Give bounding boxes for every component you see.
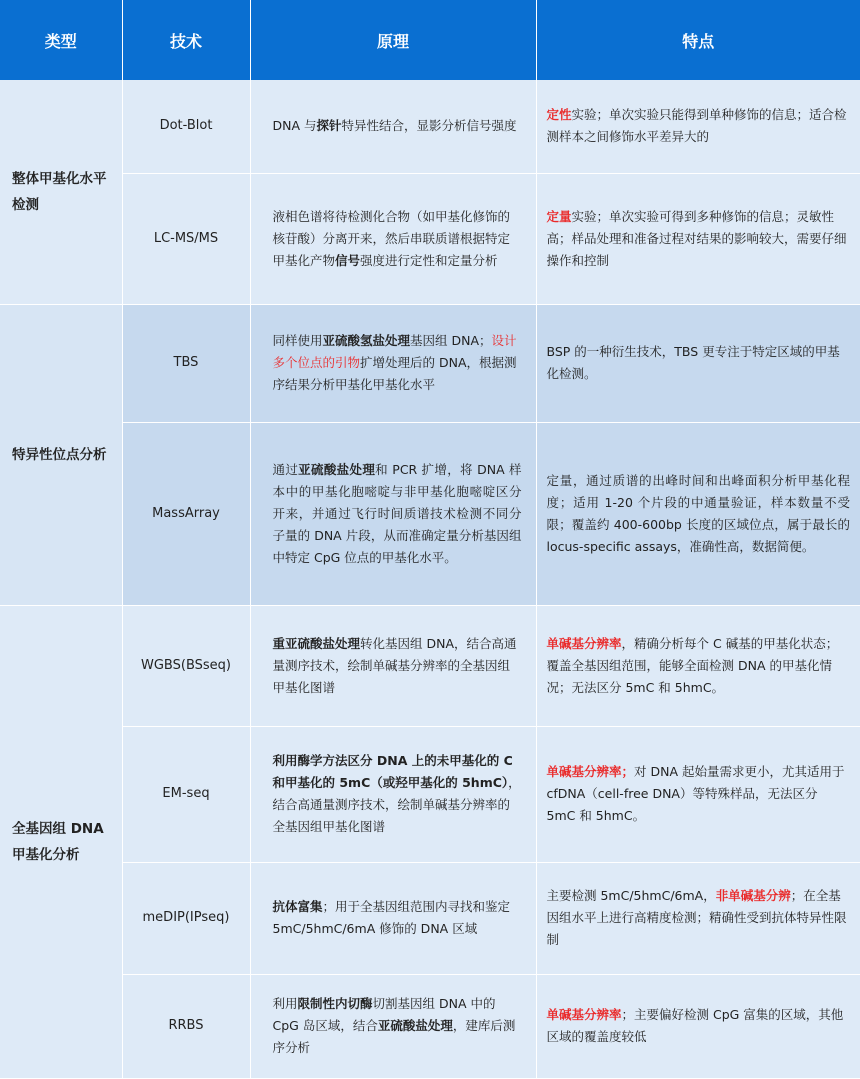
header-tech: 技术 [122,0,250,80]
feature-cell: 定性实验；单次实验只能得到单种修饰的信息；适合检测样本之间修饰水平差异大的 [536,80,860,173]
table-row [0,605,860,726]
tech-cell: EM-seq [122,726,250,862]
header-type: 类型 [0,0,122,80]
principle-cell: 通过亚硫酸盐处理和 PCR 扩增，将 DNA 样本中的甲基化胞嘧啶与非甲基化胞嘧啶区分开来，并通过飞行时间质谱技术检测不同分子量的 DNA 片段，从而准确定量分析基因组中特定 CpG 位点的甲基化水平。 [250,422,536,605]
table-row [0,862,860,974]
feature-cell: 单碱基分辨率；主要偏好检测 CpG 富集的区域，其他区域的覆盖度较低 [536,974,860,1078]
category-cell: 特异性位点分析 [0,304,122,605]
feature-cell: 主要检测 5mC/5hmC/6mA，非单碱基分辨；在全基因组水平上进行高精度检测；精确性受到抗体特异性限制 [536,862,860,974]
tech-cell: LC-MS/MS [122,173,250,304]
principle-cell: 重亚硫酸盐处理转化基因组 DNA，结合高通量测序技术，绘制单碱基分辨率的全基因组甲基化图谱 [250,605,536,726]
principle-cell: 同样使用亚硫酸氢盐处理基因组 DNA；设计多个位点的引物扩增处理后的 DNA，根据测序结果分析甲基化甲基化水平 [250,304,536,422]
table-row [0,974,860,1078]
table-row [0,173,860,304]
principle-cell: 液相色谱将待检测化合物（如甲基化修饰的核苷酸）分离开来，然后串联质谱根据特定甲基化产物信号强度进行定性和定量分析 [250,173,536,304]
tech-cell: MassArray [122,422,250,605]
table-row [0,304,860,422]
principle-cell: DNA 与探针特异性结合，显影分析信号强度 [250,80,536,173]
feature-cell: 单碱基分辨率；对 DNA 起始量需求更小，尤其适用于 cfDNA（cell-free DNA）等特殊样品，无法区分 5mC 和 5hmC。 [536,726,860,862]
tech-cell: WGBS(BSseq) [122,605,250,726]
category-cell: 整体甲基化水平检测 [0,80,122,304]
tech-cell: RRBS [122,974,250,1078]
category-cell: 全基因组 DNA 甲基化分析 [0,605,122,1078]
principle-cell: 利用限制性内切酶切割基因组 DNA 中的 CpG 岛区域，结合亚硫酸盐处理，建库后测序分析 [250,974,536,1078]
table-row [0,80,860,173]
tech-cell: meDIP(IPseq) [122,862,250,974]
header-principle: 原理 [250,0,536,80]
tech-cell: TBS [122,304,250,422]
feature-cell: BSP 的一种衍生技术，TBS 更专注于特定区域的甲基化检测。 [536,304,860,422]
feature-cell: 定量，通过质谱的出峰时间和出峰面积分析甲基化程度；适用 1-20 个片段的中通量验证，样本数量不受限；覆盖约 400-600bp 长度的区域位点，属于最长的 locus-specific assays，准确性高，数据简便。 [536,422,860,605]
table-row [0,422,860,605]
principle-cell: 抗体富集；用于全基因组范围内寻找和鉴定 5mC/5hmC/6mA 修饰的 DNA 区域 [250,862,536,974]
feature-cell: 单碱基分辨率，精确分析每个 C 碱基的甲基化状态；覆盖全基因组范围，能够全面检测 DNA 的甲基化情况；无法区分 5mC 和 5hmC。 [536,605,860,726]
feature-cell: 定量实验；单次实验可得到多种修饰的信息；灵敏性高；样品处理和准备过程对结果的影响较大，需要仔细操作和控制 [536,173,860,304]
header-feature: 特点 [536,0,860,80]
table-row [0,726,860,862]
principle-cell: 利用酶学方法区分 DNA 上的未甲基化的 C 和甲基化的 5mC（或羟甲基化的 5hmC），结合高通量测序技术，绘制单碱基分辨率的全基因组甲基化图谱 [250,726,536,862]
table-header [0,0,860,80]
tech-cell: Dot-Blot [122,80,250,173]
